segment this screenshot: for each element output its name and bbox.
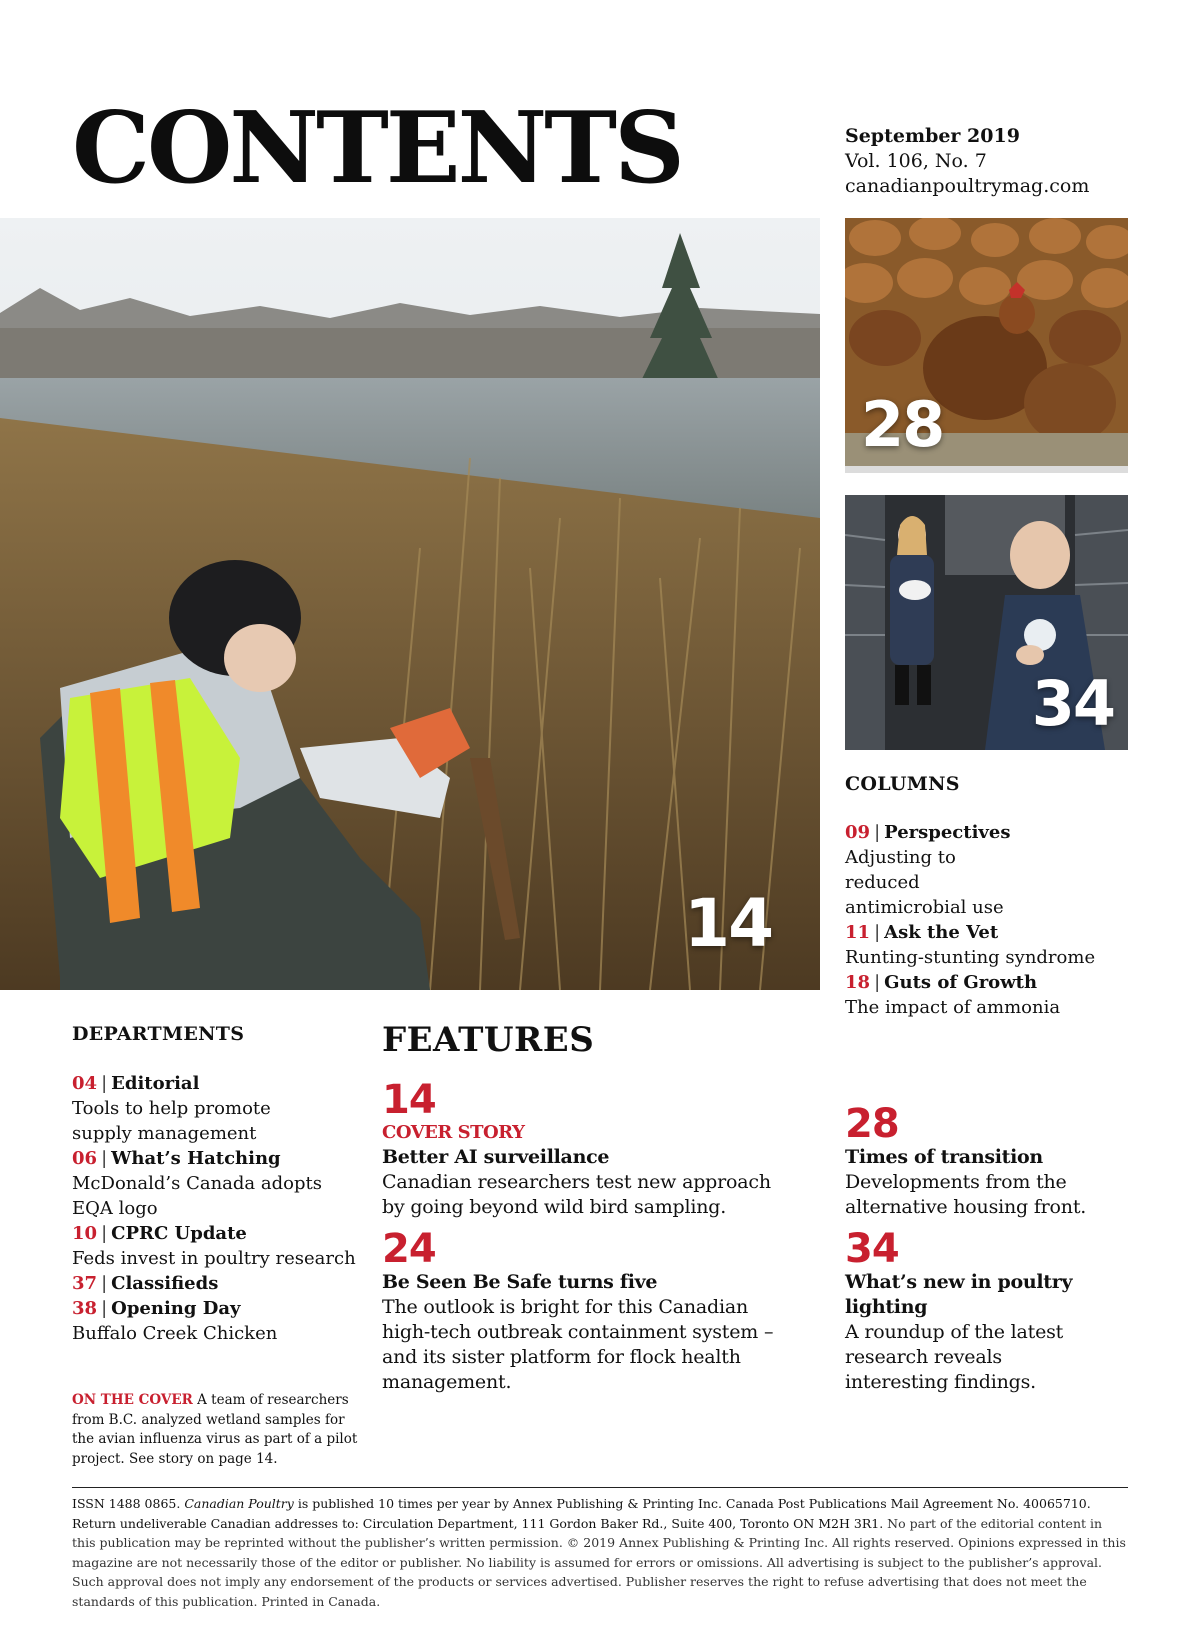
department-entry[interactable]: 06 | What’s Hatching McDonald’s Canada adopts EQA logo [72,1146,362,1221]
column-description: Adjusting to reduced antimicrobial use [845,847,1004,918]
column-entry[interactable]: 18 | Guts of Growth The impact of ammonia [845,970,1145,1020]
department-entry[interactable]: 38 | Opening Day Buffalo Creek Chicken [72,1296,362,1346]
department-page-number: 04 [72,1073,98,1094]
feature-entry[interactable] [845,1103,1115,1220]
feature-title: What’s new in poultry lighting [845,1271,1073,1318]
department-name: Classifieds [111,1273,219,1294]
column-description: Runting-stunting syndrome [845,947,1096,968]
main-photo-page-number: 14 [684,885,772,962]
footer-magazine-name: Canadian Poultry [184,1496,294,1511]
department-entry[interactable]: 10 | CPRC Update Feds invest in poultry research [72,1221,362,1271]
column-entry[interactable]: 11 | Ask the Vet Runting-stunting syndrome [845,920,1145,970]
photo-hens [845,218,1128,473]
department-name: Opening Day [111,1298,241,1319]
feature-title: Times of transition [845,1146,1043,1168]
cover-note-text: A team of researchers from B.C. analyzed wetland samples for the avian influenza virus as part of a pilot project. See story on page 14. [72,1392,358,1467]
departments-heading: DEPARTMENTS [72,1023,245,1045]
column-name: Ask the Vet [884,922,999,943]
feature-title: Better AI surveillance [382,1146,610,1168]
publication-footer [72,1494,1128,1611]
feature-description: The outlook is bright for this Canadian high-tech outbreak containment system – and its sister platform for flock health management. [382,1296,774,1393]
cover-note [72,1391,362,1469]
department-entry[interactable]: 04 | Editorial Tools to help promote supply management [72,1071,362,1146]
photo-lighting-page-number: 34 [1031,667,1114,740]
department-page-number: 38 [72,1298,98,1319]
feature-page-number: 28 [845,1101,899,1147]
issue-info [845,124,1089,199]
issue-website[interactable]: canadianpoultrymag.com [845,175,1090,197]
footer-legal-text: No part of the editorial content in this publication may be reprinted without the publisher’s written permission. © 2019 Annex Publishing & Printing Inc. All rights reserved. Opinions expressed in this magazine are not necessarily those of the editor or publisher. No liability is assumed for errors or omissions. All advertising is subject to the publisher’s approval. Such approval does not imply any endorsement of the products or services advertised. Publisher reserves the right to refuse advertising that does not meet the standards of this publication. Printed in Canada. [72,1515,1126,1609]
department-page-number: 10 [72,1223,98,1244]
feature-entry[interactable] [382,1228,792,1395]
department-description: Buffalo Creek Chicken [72,1323,278,1344]
feature-page-number: 14 [382,1077,436,1123]
main-photo-wetland-researcher [0,218,820,990]
cover-note-label: ON THE COVER [72,1392,193,1408]
feature-page-number: 24 [382,1226,436,1272]
department-entry[interactable]: 37 | Classifieds [72,1273,219,1294]
photo-lighting-researchers [845,495,1128,750]
department-page-number: 37 [72,1273,98,1294]
column-page-number: 18 [845,972,871,993]
photo-hens-page-number: 28 [861,388,944,461]
feature-description: Developments from the alternative housing front. [845,1171,1087,1218]
column-entry[interactable]: 09 | Perspectives Adjusting to reduced antimicrobial use [845,820,1145,920]
footer-issn: ISSN 1488 0865. [72,1496,181,1511]
feature-entry[interactable] [845,1228,1110,1395]
department-description: Feds invest in poultry research [72,1248,356,1269]
feature-description: A roundup of the latest research reveals interesting findings. [845,1321,1064,1393]
feature-entry[interactable] [382,1079,792,1220]
column-description: The impact of ammonia [845,997,1061,1018]
feature-kicker: COVER STORY [382,1122,525,1143]
columns-section [845,773,1145,1020]
page-title: CONTENTS [72,91,682,206]
department-page-number: 06 [72,1148,98,1169]
columns-heading: COLUMNS [845,773,960,795]
footer-divider [72,1487,1128,1488]
footer-publishing-info: is published 10 times per year by Annex Publishing & Printing Inc. Canada Post Publications Mail Agreement No. 40065710. Return undeliverable Canadian addresses to: Circulation Department, 111 Gordon Baker Rd., Suite 400, Toronto ON M2H 3R1. [72,1496,1091,1531]
department-name: CPRC Update [111,1223,247,1244]
features-heading: FEATURES [382,1020,595,1060]
column-page-number: 11 [845,922,871,943]
feature-title: Be Seen Be Safe turns five [382,1271,658,1293]
department-name: What’s Hatching [111,1148,281,1169]
department-description: Tools to help promote supply management [72,1098,271,1144]
column-name: Perspectives [884,822,1011,843]
issue-volume: Vol. 106, No. 7 [845,150,987,172]
column-name: Guts of Growth [884,972,1038,993]
feature-page-number: 34 [845,1226,899,1272]
department-description: McDonald’s Canada adopts EQA logo [72,1173,322,1219]
issue-date: September 2019 [845,125,1020,147]
feature-description: Canadian researchers test new approach by going beyond wild bird sampling. [382,1171,771,1218]
department-name: Editorial [111,1073,200,1094]
column-page-number: 09 [845,822,871,843]
departments-section [72,1023,362,1346]
